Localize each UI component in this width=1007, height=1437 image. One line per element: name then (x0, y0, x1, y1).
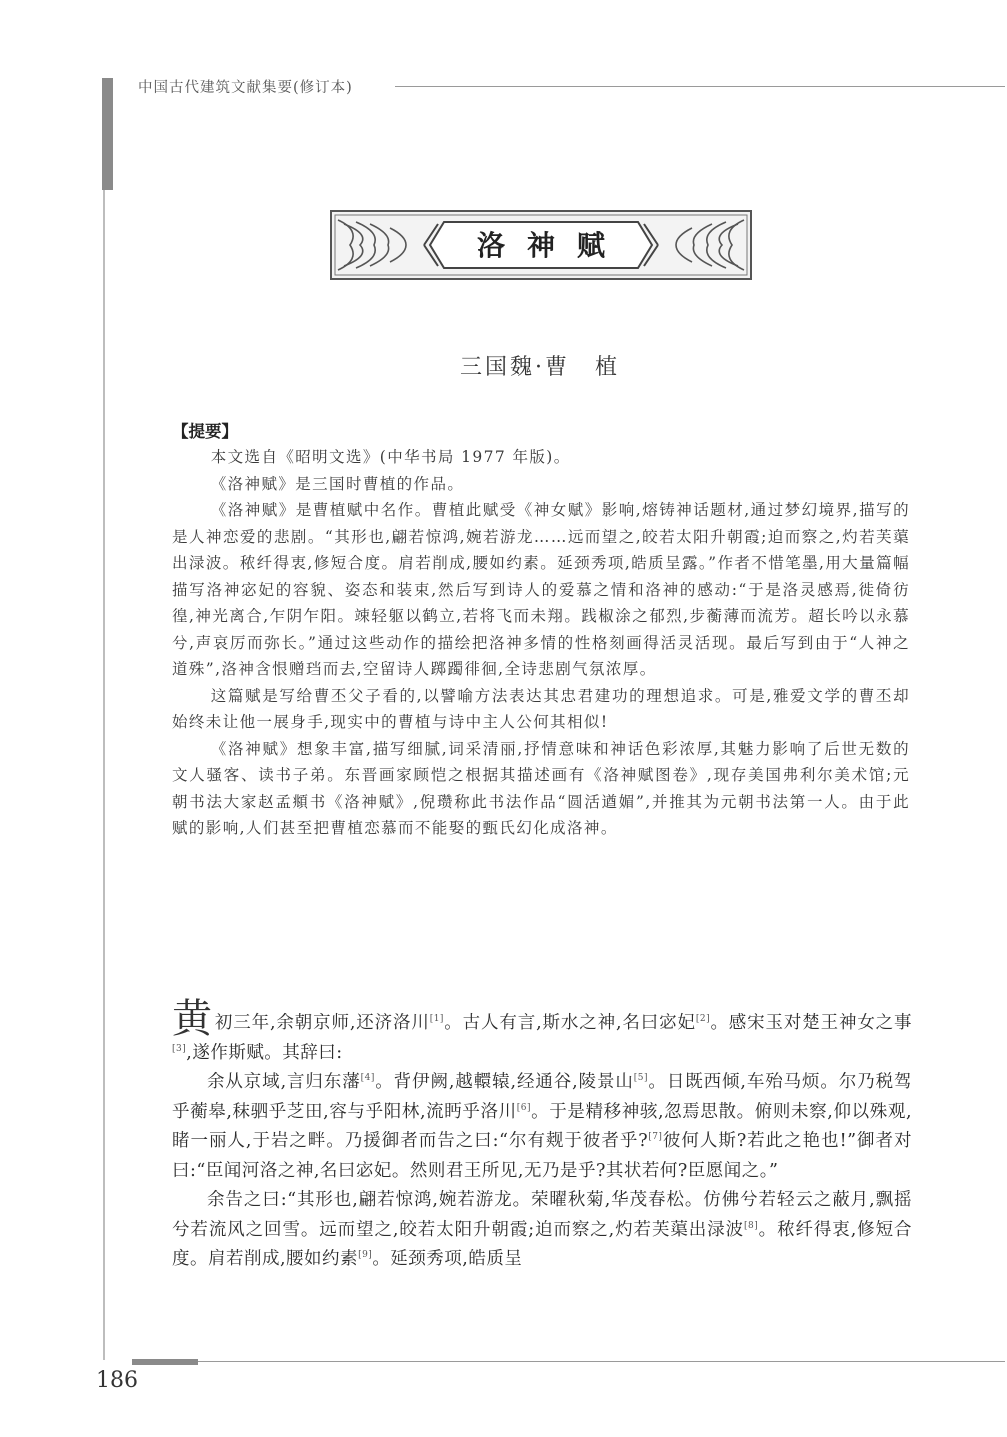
main-paragraph-1 (172, 996, 913, 1068)
page-number: 186 (96, 1368, 138, 1393)
summary-paragraph: 《洛神赋》想象丰富,描写细腻,词采清丽,抒情意味和神话色彩浓厚,其魅力影响了后世无数的文人骚客、读书子弟。东晋画家顾恺之根据其描述画有《洛神赋图卷》,现存美国弗利尔美术馆;元朝书法大家赵孟頫书《洛神赋》,倪瓒称此书法作品“圆活遒媚”,并推其为元朝书法第一人。由于此赋的影响,人们甚至把曹植恋慕而不能娶的甄氏幻化成洛神。 (172, 739, 910, 837)
author-line: 三国魏·曹 植 (460, 355, 620, 380)
footnote-ref[interactable]: [7] (648, 1132, 663, 1142)
summary-paragraph: 《洛神赋》是三国时曹植的作品。 (210, 474, 465, 493)
text-run: 初三年,余朝京师,还济洛川 (214, 1013, 430, 1033)
text-run: 。古人有言,斯水之神,名曰宓妃 (443, 1013, 696, 1033)
text-run: 余从京域,言归东藩 (207, 1072, 361, 1092)
footnote-ref[interactable]: [4] (360, 1073, 375, 1083)
text-run: 余告之曰:“其形也,翩若惊鸿,婉若游龙。荣曜秋菊,华茂春松。仿佛兮若轻云之蔽月,飘摇兮若流风之回雪。远而望之,皎若太阳升朝霞;迫而察之,灼若芙蕖出渌波 (172, 1190, 912, 1240)
main-paragraph-3 (172, 1186, 912, 1275)
running-header: 中国古代建筑文献集要(修订本) (138, 80, 353, 96)
footnote-ref[interactable]: [1] (429, 1014, 444, 1024)
text-run: 。延颈秀项,皓质呈 (372, 1249, 523, 1269)
margin-bar-top (102, 78, 113, 190)
header-rule (395, 86, 1005, 87)
footnote-ref[interactable]: [8] (744, 1220, 759, 1231)
footnote-ref[interactable]: [6] (516, 1102, 532, 1113)
summary-label: 【提要】 (172, 422, 238, 441)
title-banner (330, 210, 752, 280)
text-run: 。日既西倾,车殆马烦。尔乃税驾乎蘅皋,秣驷乎芝田,容与乎阳林,流眄乎洛川 (172, 1072, 913, 1122)
footer-bar (132, 1359, 198, 1365)
summary-paragraph: 《洛神赋》是曹植赋中名作。曹植此赋受《神女赋》影响,熔铸神话题材,通过梦幻境界,描写的是人神恋爱的悲剧。“其形也,翩若惊鸿,婉若游龙……远而望之,皎若太阳升朝霞;迫而察之,灼若芙蕖出渌波。秾纤得衷,修短合度。肩若削成,腰如约素。延颈秀项,皓质呈露。”作者不惜笔墨,用大量篇幅描写洛神宓妃的容貌、姿态和装束,然后写到诗人的爱慕之情和洛神的感动:“于是洛灵感焉,徙倚彷徨,神光离合,乍阴乍阳。竦轻躯以鹤立,若将飞而未翔。践椒涂之郁烈,步蘅薄而流芳。超长吟以永慕兮,声哀厉而弥长。”通过这些动作的描绘把洛神多情的性格刻画得活灵活现。最后写到由于“人神之道殊”,洛神含恨赠珰而去,空留诗人踯躅徘徊,全诗悲剧气氛浓厚。 (172, 501, 910, 678)
footnote-ref[interactable]: [3] (172, 1043, 187, 1054)
footer-rule (132, 1361, 1005, 1362)
footnote-ref[interactable]: [9] (358, 1250, 373, 1260)
text-run: 。感宋玉对楚王神女之事 (710, 1013, 913, 1033)
text-run: ,遂作斯赋。其辞曰: (186, 1042, 343, 1063)
drop-cap: 黄 (172, 996, 213, 1042)
text-run: 。于是精移神骇,忽焉思散。俯则未察,仰以殊观,睹一丽人,于岩之畔。乃援御者而告之曰:“尔有觌于彼者乎? (172, 1101, 913, 1151)
summary-section (172, 444, 910, 842)
text-run: 。背伊阙,越轘辕,经通谷,陵景山 (374, 1072, 634, 1092)
margin-line (103, 190, 105, 1360)
page-title: 洛神赋 (476, 229, 627, 262)
main-text (172, 996, 913, 1275)
summary-paragraph: 这篇赋是写给曹丕父子看的,以譬喻方法表达其忠君建功的理想追求。可是,雅爱文学的曹丕却始终未让他一展身手,现实中的曹植与诗中主人公何其相似! (172, 686, 910, 731)
text-run: 。秾纤得衷,修短合度。肩若削成,腰如约素 (172, 1219, 912, 1269)
footnote-ref[interactable]: [5] (633, 1073, 649, 1083)
main-paragraph-2 (172, 1068, 912, 1186)
text-run: 彼何人斯?若此之艳也!”御者对曰:“臣闻河洛之神,名曰宓妃。然则君王所见,无乃是乎?其状若何?臣愿闻之。” (172, 1131, 912, 1181)
summary-paragraph: 本文选自《昭明文选》(中华书局 1977 年版)。 (210, 448, 571, 466)
footnote-ref[interactable]: [2] (695, 1014, 711, 1024)
